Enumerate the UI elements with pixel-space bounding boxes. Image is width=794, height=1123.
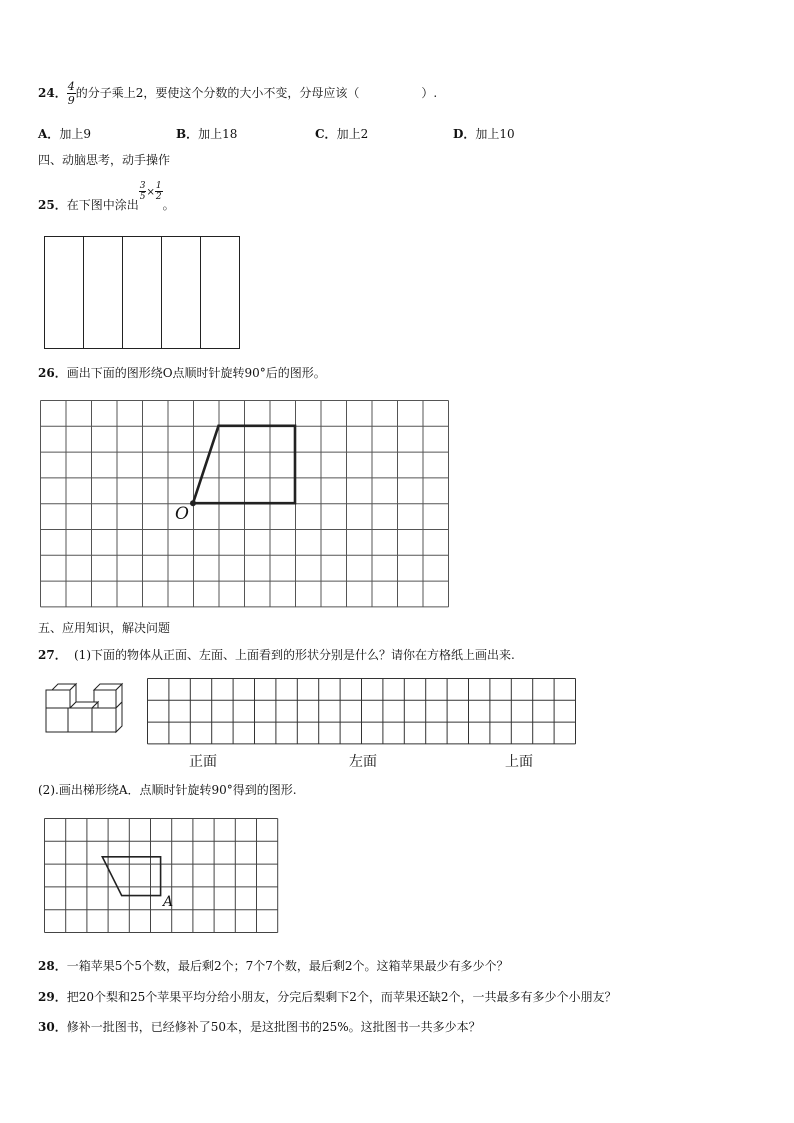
q27-trapezoid-grid[interactable] <box>44 818 280 935</box>
q27-part2: (2).画出梯形绕A．点顺时针旋转90°得到的图形. <box>38 783 297 797</box>
q26-number: 26． <box>38 366 67 380</box>
q24-text: 的分子乘上2，要使这个分数的大小不变，分母应该（ <box>75 86 360 100</box>
q27-part1-text: (1)下面的物体从正面、左面、上面看到的形状分别是什么？请你在方格纸上画出来. <box>74 648 515 662</box>
q26-grid[interactable] <box>40 400 448 607</box>
q25-times: × <box>146 187 155 198</box>
q27-point-label: A <box>163 894 174 910</box>
q26-point-label: O <box>175 504 189 524</box>
q24-option-a[interactable]: A．加上9 <box>38 127 91 141</box>
q25-fraction-1: $\frac{3}{5}$ <box>139 181 146 202</box>
q27-label-left: 左面 <box>349 754 377 770</box>
q25-fraction-2: $\frac{1}{2}$ <box>155 181 162 202</box>
q24-number: 24． <box>38 86 67 100</box>
q27-number: 27． <box>38 648 67 662</box>
q24-stem <box>38 80 437 107</box>
q24-option-b[interactable]: B．加上18 <box>176 127 238 141</box>
q30: 30．修补一批图书，已经修补了50本，是这批图书的25%。这批图书一共多少本？ <box>38 1020 481 1034</box>
q27-label-front: 正面 <box>189 754 217 770</box>
q29: 29．把20个梨和25个苹果平均分给小朋友，分完后梨剩下2个，而苹果还缺2个，一共最多有多少个小朋友？ <box>38 990 617 1004</box>
q26-point-o <box>190 500 196 506</box>
q25-text: 在下图中涂出 <box>66 198 139 212</box>
q27-cube-solid <box>44 682 124 734</box>
q24-blank-end: ）. <box>421 86 438 100</box>
q24-fraction: $\frac{4}{9}$ <box>67 80 75 107</box>
q25-strip-diagram[interactable] <box>44 236 241 350</box>
q27-trapezoid <box>102 857 160 896</box>
q25-strip-outline <box>45 237 240 349</box>
section5-title: 五、应用知识，解决问题 <box>38 621 171 635</box>
q24-option-c[interactable]: C．加上2 <box>315 127 369 141</box>
q27-label-top: 上面 <box>505 754 533 770</box>
section4-title: 四、动脑思考，动手操作 <box>38 153 171 167</box>
q26-stem <box>38 364 326 381</box>
q25-stem <box>38 181 175 213</box>
q25-end: 。 <box>162 198 175 212</box>
q28: 28．一箱苹果5个5个数，最后剩2个；7个7个数，最后剩2个。这箱苹果最少有多少个？ <box>38 959 509 973</box>
q27-part1 <box>38 646 515 663</box>
q27-view-grid[interactable] <box>147 678 577 745</box>
q24-option-d[interactable]: D．加上10 <box>453 127 515 141</box>
q25-number: 25． <box>38 198 67 212</box>
q26-text: 画出下面的图形绕O点顺时针旋转90°后的图形。 <box>66 366 326 380</box>
